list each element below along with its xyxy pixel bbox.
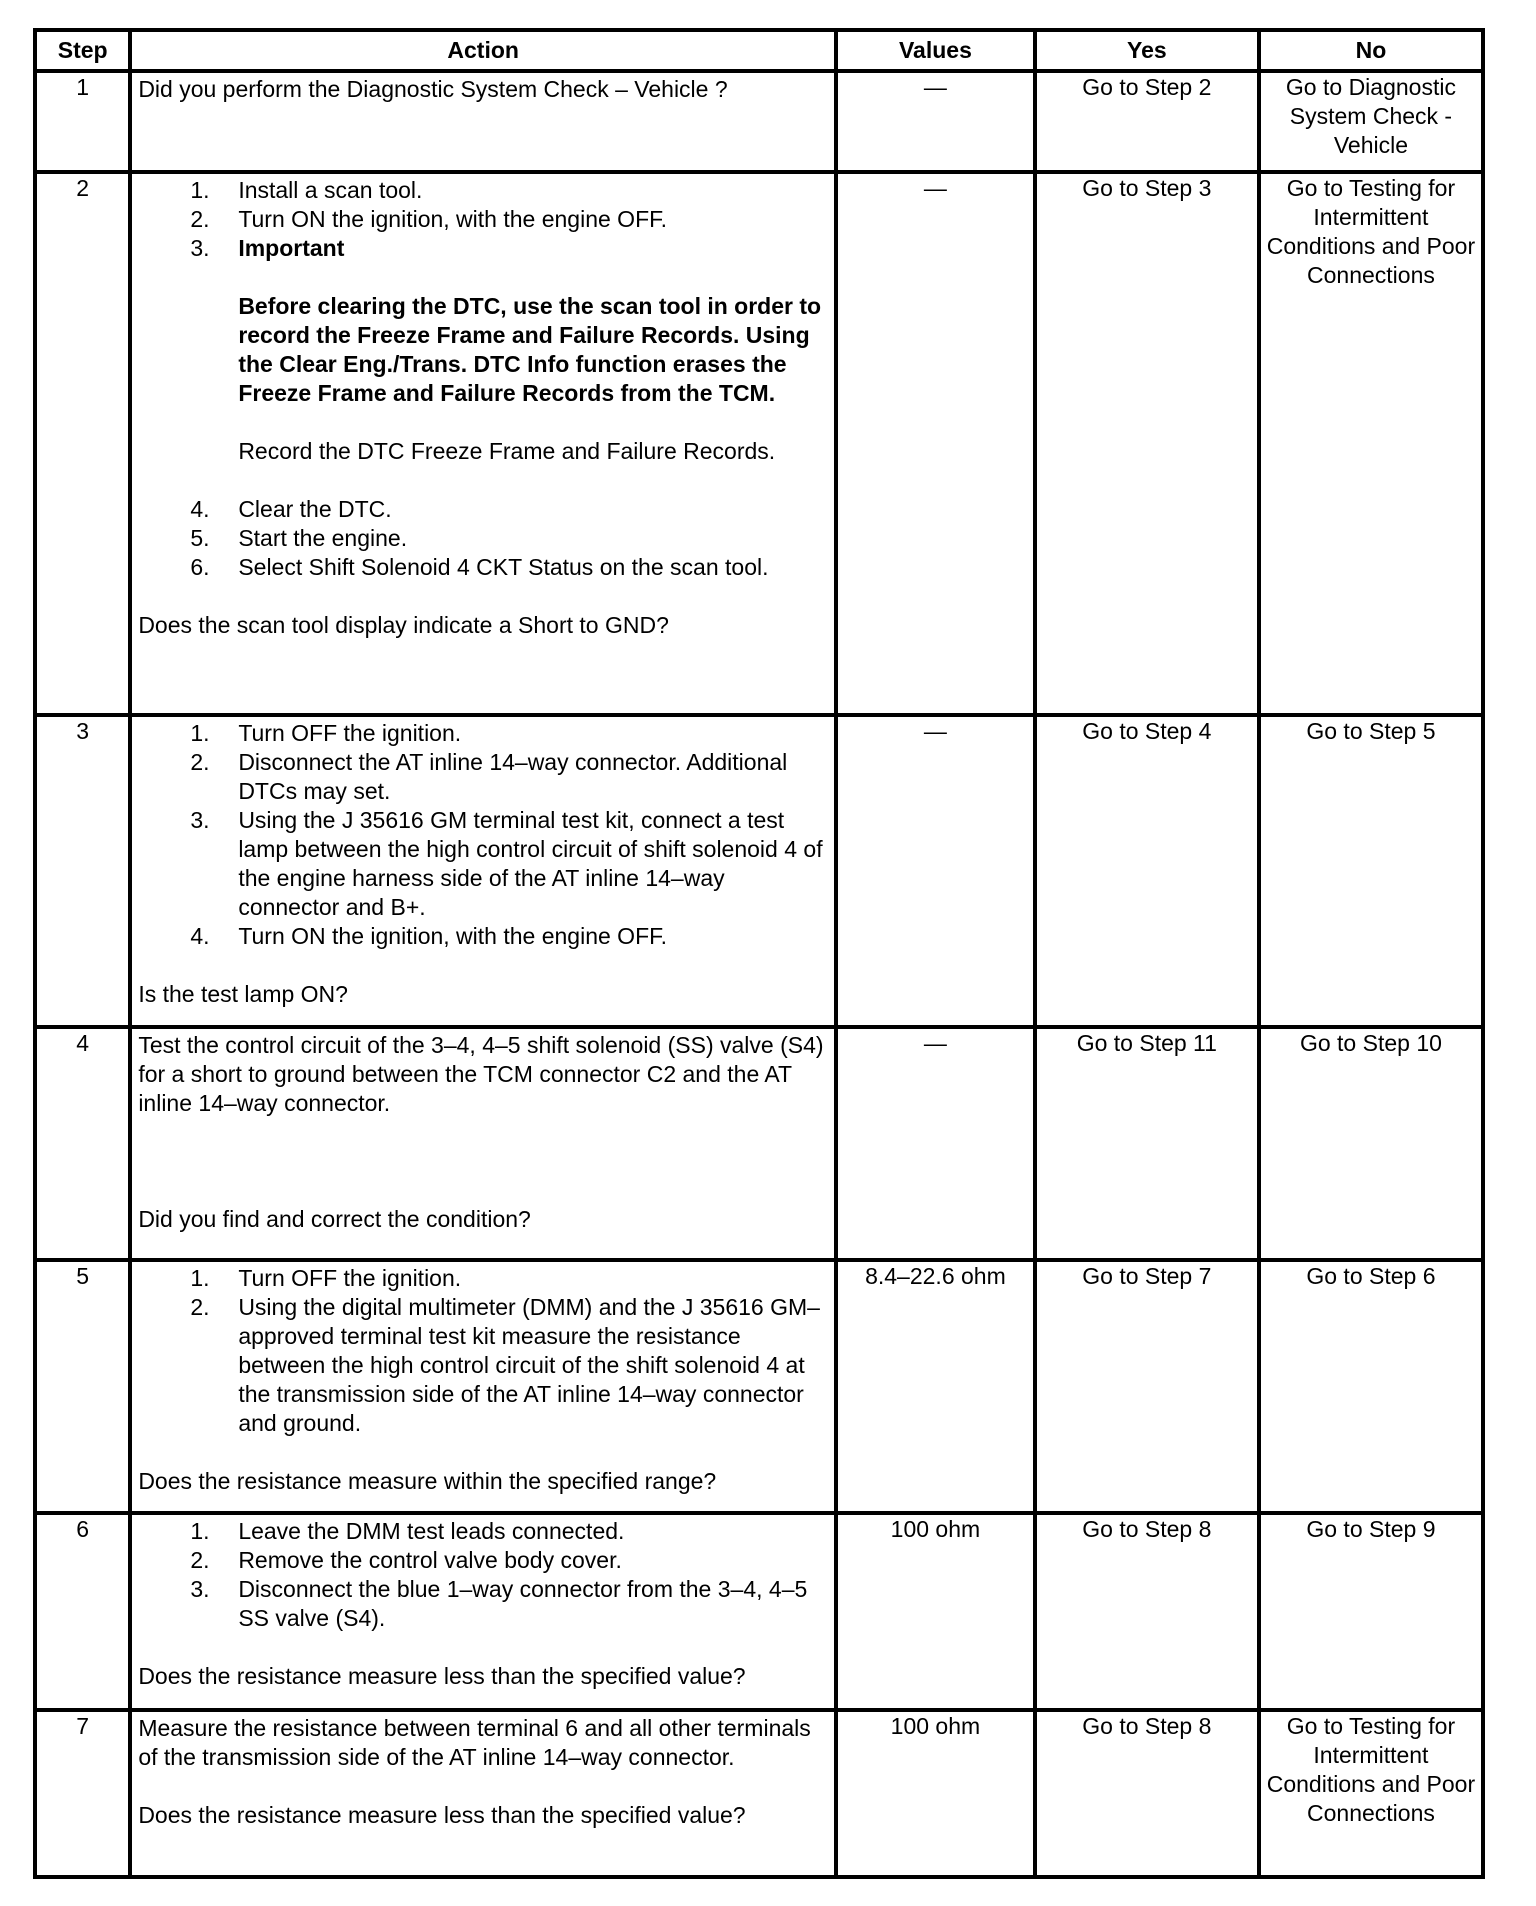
no-cell: Go to Diagnostic System Check - Vehicle	[1259, 71, 1483, 172]
list-item: 3. Disconnect the blue 1–way connector from the 3–4, 4–5 SS valve (S4).	[190, 1576, 808, 1631]
action-cell	[130, 715, 836, 1027]
list-item: 1. Turn OFF the ignition.	[190, 720, 462, 746]
table-row	[35, 1027, 1483, 1260]
step-number: 4	[35, 1027, 130, 1260]
question-text: Did you find and correct the condition?	[138, 1206, 531, 1232]
yes-cell: Go to Step 8	[1035, 1710, 1259, 1877]
action-cell	[130, 172, 836, 715]
list-item: 1. Install a scan tool.	[190, 177, 423, 203]
value-cell: 8.4–22.6 ohm	[836, 1260, 1035, 1513]
step-number: 6	[35, 1513, 130, 1710]
list-item: 4. Clear the DTC.	[190, 496, 392, 522]
action-cell	[130, 1513, 836, 1710]
value-cell: —	[836, 715, 1035, 1027]
table-row	[35, 172, 1483, 715]
header-yes: Yes	[1035, 30, 1259, 71]
action-cell	[130, 1260, 836, 1513]
value-cell: —	[836, 71, 1035, 172]
no-cell: Go to Testing for Intermittent Conditions and Poor Connections	[1259, 172, 1483, 715]
action-text: Did you perform the Diagnostic System Check – Vehicle ?	[138, 76, 728, 102]
step-number: 5	[35, 1260, 130, 1513]
question-text: Does the resistance measure within the specified range?	[138, 1468, 717, 1494]
list-item: 6. Select Shift Solenoid 4 CKT Status on the scan tool.	[190, 554, 769, 580]
list-item: 2. Disconnect the AT inline 14–way connector. Additional DTCs may set.	[190, 749, 788, 804]
question-text: Does the resistance measure less than the specified value?	[138, 1802, 746, 1828]
yes-cell: Go to Step 8	[1035, 1513, 1259, 1710]
header-row	[35, 30, 1483, 71]
question-text: Does the scan tool display indicate a Short to GND?	[138, 612, 669, 638]
list-item: 2. Using the digital multimeter (DMM) and the J 35616 GM–approved terminal test kit measure the resistance between the high control circuit of the shift solenoid 4 at the transmission side of the AT inline 14–way connector and ground.	[190, 1294, 820, 1436]
header-no: No	[1259, 30, 1483, 71]
action-cell	[130, 1027, 836, 1260]
step-number: 1	[35, 71, 130, 172]
value-cell: —	[836, 172, 1035, 715]
yes-cell: Go to Step 2	[1035, 71, 1259, 172]
list-item: 2. Remove the control valve body cover.	[190, 1547, 622, 1573]
no-cell: Go to Testing for Intermittent Conditions and Poor Connections	[1259, 1710, 1483, 1877]
action-text: Measure the resistance between terminal 6 and all other terminals of the transmission side of the AT inline 14–way connector.	[138, 1715, 811, 1770]
list-item: 4. Turn ON the ignition, with the engine OFF.	[190, 923, 668, 949]
list-item: 1. Turn OFF the ignition.	[190, 1265, 462, 1291]
table-row	[35, 71, 1483, 172]
action-cell	[130, 71, 836, 172]
question-text: Is the test lamp ON?	[138, 981, 348, 1007]
header-action: Action	[130, 30, 836, 71]
list-item: 5. Start the engine.	[190, 525, 408, 551]
list-item: 3. Important Before clearing the DTC, use the scan tool in order to record the Freeze Frame and Failure Records. Using the Clear Eng./Trans. DTC Info function erases the Freeze Frame and Failure Records from the TCM. Record the DTC Freeze Frame and Failure Records.	[138, 234, 828, 466]
header-step: Step	[35, 30, 130, 71]
no-cell: Go to Step 6	[1259, 1260, 1483, 1513]
yes-cell: Go to Step 11	[1035, 1027, 1259, 1260]
table-row	[35, 715, 1483, 1027]
step-number: 3	[35, 715, 130, 1027]
action-cell	[130, 1710, 836, 1877]
yes-cell: Go to Step 4	[1035, 715, 1259, 1027]
no-cell: Go to Step 5	[1259, 715, 1483, 1027]
step-number: 7	[35, 1710, 130, 1877]
yes-cell: Go to Step 7	[1035, 1260, 1259, 1513]
header-values: Values	[836, 30, 1035, 71]
table-row	[35, 1513, 1483, 1710]
diagnostic-table	[33, 28, 1485, 1879]
list-item: 3. Using the J 35616 GM terminal test kit, connect a test lamp between the high control circuit of shift solenoid 4 of the engine harness side of the AT inline 14–way connector and B+.	[190, 807, 823, 920]
question-text: Does the resistance measure less than the specified value?	[138, 1663, 746, 1689]
list-item: 2. Turn ON the ignition, with the engine OFF.	[190, 206, 668, 232]
record-note: Record the DTC Freeze Frame and Failure Records.	[238, 438, 776, 464]
table-row	[35, 1260, 1483, 1513]
value-cell: 100 ohm	[836, 1710, 1035, 1877]
table-row	[35, 1710, 1483, 1877]
step-number: 2	[35, 172, 130, 715]
action-text: Test the control circuit of the 3–4, 4–5 shift solenoid (SS) valve (S4) for a short to ground between the TCM connector C2 and the AT inline 14–way connector.	[138, 1032, 824, 1116]
important-note: Before clearing the DTC, use the scan tool in order to record the Freeze Frame and Failure Records. Using the Clear Eng./Trans. DTC Info function erases the Freeze Frame and Failure Records from the TCM.	[238, 293, 822, 406]
no-cell: Go to Step 10	[1259, 1027, 1483, 1260]
value-cell: 100 ohm	[836, 1513, 1035, 1710]
list-item: 1. Leave the DMM test leads connected.	[190, 1518, 625, 1544]
value-cell: —	[836, 1027, 1035, 1260]
yes-cell: Go to Step 3	[1035, 172, 1259, 715]
no-cell: Go to Step 9	[1259, 1513, 1483, 1710]
